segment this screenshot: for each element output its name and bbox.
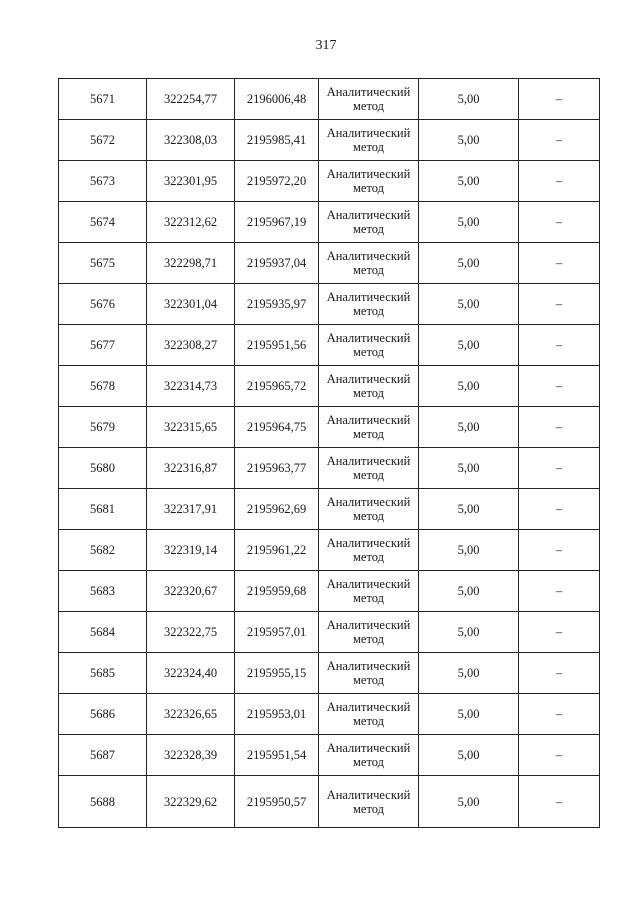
accuracy-cell: 5,00: [419, 161, 519, 202]
x-coordinate-cell: 322317,91: [147, 489, 235, 530]
x-coordinate-cell: 322312,62: [147, 202, 235, 243]
y-coordinate-cell: 2195953,01: [235, 694, 319, 735]
y-coordinate-cell: 2195951,54: [235, 735, 319, 776]
method-line-1: Аналитический: [326, 741, 411, 755]
accuracy-cell: 5,00: [419, 735, 519, 776]
x-coordinate-cell: 322324,40: [147, 653, 235, 694]
point-number-cell: 5682: [59, 530, 147, 571]
accuracy-cell: 5,00: [419, 612, 519, 653]
note-cell: –: [519, 325, 600, 366]
x-coordinate-cell: 322298,71: [147, 243, 235, 284]
table-row: [59, 161, 600, 202]
method-line-1: Аналитический: [326, 85, 411, 99]
accuracy-cell: 5,00: [419, 79, 519, 120]
y-coordinate-cell: 2195937,04: [235, 243, 319, 284]
method-line-1: Аналитический: [326, 372, 411, 386]
point-number-cell: 5672: [59, 120, 147, 161]
note-cell: –: [519, 653, 600, 694]
method-cell: [319, 612, 419, 653]
note-cell: –: [519, 694, 600, 735]
method-line-1: Аналитический: [326, 249, 411, 263]
y-coordinate-cell: 2195957,01: [235, 612, 319, 653]
coordinates-table: [58, 78, 600, 828]
method-line-2: метод: [352, 345, 384, 359]
table-row: [59, 284, 600, 325]
method-line-2: метод: [352, 755, 384, 769]
y-coordinate-cell: 2195972,20: [235, 161, 319, 202]
point-number-cell: 5677: [59, 325, 147, 366]
page-number: 317: [315, 38, 337, 53]
x-coordinate-cell: 322308,27: [147, 325, 235, 366]
point-number-cell: 5688: [59, 776, 147, 828]
method-line-1: Аналитический: [326, 208, 411, 222]
method-line-1: Аналитический: [326, 167, 411, 181]
note-cell: –: [519, 489, 600, 530]
x-coordinate-cell: 322319,14: [147, 530, 235, 571]
note-cell: –: [519, 120, 600, 161]
method-cell: [319, 694, 419, 735]
accuracy-cell: 5,00: [419, 325, 519, 366]
note-cell: –: [519, 407, 600, 448]
table-row: [59, 653, 600, 694]
point-number-cell: 5678: [59, 366, 147, 407]
table-row: [59, 325, 600, 366]
point-number-cell: 5681: [59, 489, 147, 530]
note-cell: –: [519, 243, 600, 284]
accuracy-cell: 5,00: [419, 202, 519, 243]
method-line-2: метод: [352, 632, 384, 646]
coordinates-table-body: [59, 79, 600, 828]
accuracy-cell: 5,00: [419, 448, 519, 489]
method-cell: [319, 366, 419, 407]
x-coordinate-cell: 322315,65: [147, 407, 235, 448]
method-line-2: метод: [352, 801, 384, 816]
accuracy-cell: 5,00: [419, 120, 519, 161]
note-cell: –: [519, 366, 600, 407]
method-cell: [319, 735, 419, 776]
method-line-2: метод: [352, 222, 384, 236]
x-coordinate-cell: 322328,39: [147, 735, 235, 776]
x-coordinate-cell: 322316,87: [147, 448, 235, 489]
note-cell: –: [519, 202, 600, 243]
table-row: [59, 120, 600, 161]
y-coordinate-cell: 2195967,19: [235, 202, 319, 243]
point-number-cell: 5680: [59, 448, 147, 489]
accuracy-cell: 5,00: [419, 776, 519, 828]
note-cell: –: [519, 530, 600, 571]
y-coordinate-cell: 2195962,69: [235, 489, 319, 530]
x-coordinate-cell: 322320,67: [147, 571, 235, 612]
x-coordinate-cell: 322308,03: [147, 120, 235, 161]
method-cell: [319, 489, 419, 530]
method-line-1: Аналитический: [326, 495, 411, 509]
x-coordinate-cell: 322322,75: [147, 612, 235, 653]
method-line-2: метод: [352, 427, 384, 441]
accuracy-cell: 5,00: [419, 530, 519, 571]
accuracy-cell: 5,00: [419, 694, 519, 735]
method-cell: [319, 407, 419, 448]
x-coordinate-cell: 322326,65: [147, 694, 235, 735]
y-coordinate-cell: 2195935,97: [235, 284, 319, 325]
point-number-cell: 5673: [59, 161, 147, 202]
method-line-1: Аналитический: [326, 536, 411, 550]
method-line-2: метод: [352, 673, 384, 687]
y-coordinate-cell: 2195963,77: [235, 448, 319, 489]
table-row: [59, 243, 600, 284]
note-cell: –: [519, 448, 600, 489]
note-cell: –: [519, 79, 600, 120]
point-number-cell: 5675: [59, 243, 147, 284]
method-cell: [319, 530, 419, 571]
method-cell: [319, 653, 419, 694]
note-cell: –: [519, 161, 600, 202]
x-coordinate-cell: 322254,77: [147, 79, 235, 120]
method-line-2: метод: [352, 386, 384, 400]
table-row: [59, 448, 600, 489]
method-cell: [319, 202, 419, 243]
y-coordinate-cell: 2195961,22: [235, 530, 319, 571]
note-cell: –: [519, 735, 600, 776]
point-number-cell: 5685: [59, 653, 147, 694]
method-line-2: метод: [352, 509, 384, 523]
accuracy-cell: 5,00: [419, 571, 519, 612]
method-line-2: метод: [352, 304, 384, 318]
note-cell: –: [519, 571, 600, 612]
method-line-1: Аналитический: [326, 331, 411, 345]
point-number-cell: 5686: [59, 694, 147, 735]
method-line-1: Аналитический: [326, 290, 411, 304]
method-line-2: метод: [352, 468, 384, 482]
x-coordinate-cell: 322314,73: [147, 366, 235, 407]
accuracy-cell: 5,00: [419, 407, 519, 448]
method-line-1: Аналитический: [326, 659, 411, 673]
table-row: [59, 366, 600, 407]
method-line-1: Аналитический: [326, 700, 411, 714]
note-cell: –: [519, 284, 600, 325]
y-coordinate-cell: 2195965,72: [235, 366, 319, 407]
accuracy-cell: 5,00: [419, 284, 519, 325]
y-coordinate-cell: 2195985,41: [235, 120, 319, 161]
method-line-1: Аналитический: [326, 413, 411, 427]
y-coordinate-cell: 2195950,57: [235, 776, 319, 828]
method-cell: [319, 776, 419, 828]
method-line-1: Аналитический: [326, 126, 411, 140]
table-row: [59, 202, 600, 243]
y-coordinate-cell: 2195955,15: [235, 653, 319, 694]
point-number-cell: 5674: [59, 202, 147, 243]
x-coordinate-cell: 322329,62: [147, 776, 235, 828]
method-line-2: метод: [352, 263, 384, 277]
point-number-cell: 5676: [59, 284, 147, 325]
method-line-2: метод: [352, 591, 384, 605]
point-number-cell: 5671: [59, 79, 147, 120]
method-cell: [319, 243, 419, 284]
note-cell: –: [519, 612, 600, 653]
method-line-2: метод: [352, 714, 384, 728]
point-number-cell: 5683: [59, 571, 147, 612]
point-number-cell: 5687: [59, 735, 147, 776]
accuracy-cell: 5,00: [419, 489, 519, 530]
note-cell: –: [519, 776, 600, 828]
x-coordinate-cell: 322301,95: [147, 161, 235, 202]
table-row: [59, 694, 600, 735]
point-number-cell: 5679: [59, 407, 147, 448]
method-line-2: метод: [352, 99, 384, 113]
method-cell: [319, 79, 419, 120]
accuracy-cell: 5,00: [419, 366, 519, 407]
method-line-2: метод: [352, 550, 384, 564]
accuracy-cell: 5,00: [419, 243, 519, 284]
method-cell: [319, 161, 419, 202]
y-coordinate-cell: 2195959,68: [235, 571, 319, 612]
method-cell: [319, 571, 419, 612]
y-coordinate-cell: 2195964,75: [235, 407, 319, 448]
method-line-1: Аналитический: [326, 787, 411, 802]
method-line-2: метод: [352, 181, 384, 195]
method-cell: [319, 448, 419, 489]
table-row: [59, 407, 600, 448]
table-row: [59, 612, 600, 653]
y-coordinate-cell: 2195951,56: [235, 325, 319, 366]
x-coordinate-cell: 322301,04: [147, 284, 235, 325]
method-cell: [319, 120, 419, 161]
method-cell: [319, 284, 419, 325]
method-line-1: Аналитический: [326, 454, 411, 468]
method-cell: [319, 325, 419, 366]
y-coordinate-cell: 2196006,48: [235, 79, 319, 120]
table-row: [59, 735, 600, 776]
point-number-cell: 5684: [59, 612, 147, 653]
table-row: [59, 489, 600, 530]
table-row: [59, 571, 600, 612]
method-line-1: Аналитический: [326, 618, 411, 632]
table-row: [59, 776, 600, 828]
method-line-1: Аналитический: [326, 577, 411, 591]
accuracy-cell: 5,00: [419, 653, 519, 694]
table-row: [59, 79, 600, 120]
table-row: [59, 530, 600, 571]
method-line-2: метод: [352, 140, 384, 154]
